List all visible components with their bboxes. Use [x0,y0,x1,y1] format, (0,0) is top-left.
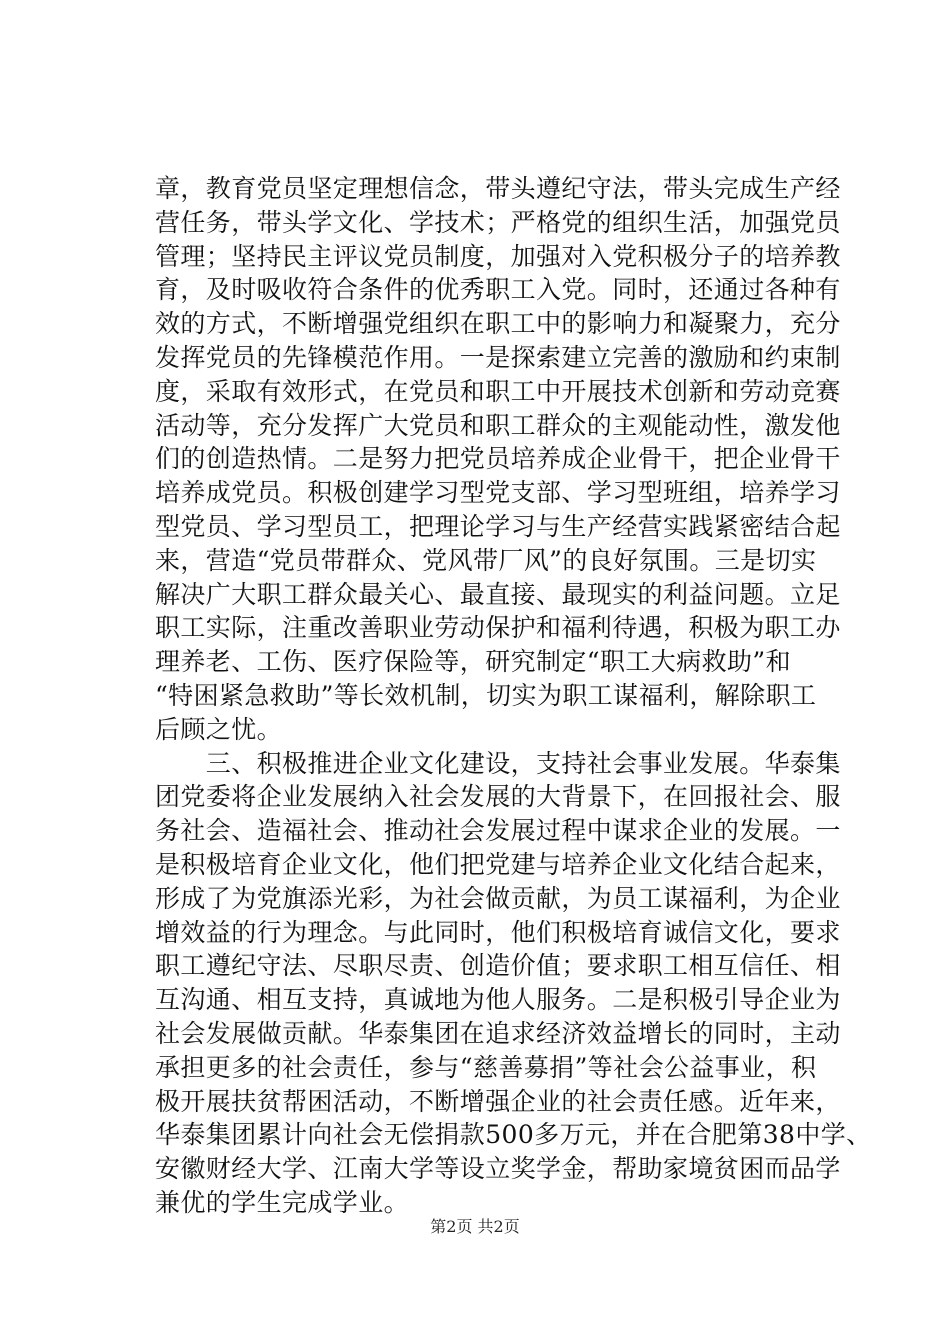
text-line: 营任务，带头学文化、学技术；严格党的组织生活，加强党员 [155,207,841,237]
text-line: 解决广大职工群众最关心、最直接、最现实的利益问题。立足 [155,579,841,609]
text-line: 兼优的学生完成学业。 [155,1187,410,1217]
text-line: 来，营造“党员带群众、党风带厂风”的良好氛围。三是切实 [155,545,817,575]
text-line: 增效益的行为理念。与此同时，他们积极培育诚信文化，要求 [155,917,841,947]
text-line: 承担更多的社会责任，参与“慈善募捐”等社会公益事业，积 [155,1052,817,1082]
text-line: 职工实际，注重改善职业劳动保护和福利待遇，积极为职工办 [155,613,841,643]
text-line: “特困紧急救助”等长效机制，切实为职工谋福利，解除职工 [155,680,817,710]
text-line: 安徽财经大学、江南大学等设立奖学金，帮助家境贫困而品学 [155,1154,841,1184]
text-line: 章，教育党员坚定理想信念，带头遵纪守法，带头完成生产经 [155,174,841,203]
text-line: 极开展扶贫帮困活动，不断增强企业的社会责任感。近年来， [155,1086,841,1116]
text-line: 团党委将企业发展纳入社会发展的大背景下，在回报社会、服 [155,782,841,812]
text-line: 管理；坚持民主评议党员制度，加强对入党积极分子的培养教 [155,241,841,271]
text-line: 型党员、学习型员工，把理论学习与生产经营实践紧密结合起 [155,511,841,541]
text-line: 培养成党员。积极创建学习型党支部、学习型班组，培养学习 [155,478,841,508]
text-line: 形成了为党旗添光彩，为社会做贡献，为员工谋福利，为企业 [155,883,841,913]
text-line: 互沟通、相互支持，真诚地为他人服务。二是积极引导企业为 [155,985,841,1015]
text-line: 务社会、造福社会、推动社会发展过程中谋求企业的发展。一 [155,816,841,846]
text-line: 活动等，充分发挥广大党员和职工群众的主观能动性，激发他 [155,410,841,440]
page-number-footer: 第2页 共2页 [430,1217,520,1236]
text-line: 职工遵纪守法、尽职尽责、创造价值；要求职工相互信任、相 [155,951,841,981]
text-line: 育，及时吸收符合条件的优秀职工入党。同时，还通过各种有 [155,275,841,305]
paragraph-start-line: 三、积极推进企业文化建设，支持社会事业发展。华泰集 [155,748,841,778]
text-line: 度，采取有效形式，在党员和职工中开展技术创新和劳动竞赛 [155,376,841,406]
text-line: 效的方式，不断增强党组织在职工中的影响力和凝聚力，充分 [155,309,841,339]
text-line: 社会发展做贡献。华泰集团在追求经济效益增长的同时，主动 [155,1018,841,1048]
text-line: 是积极培育企业文化，他们把党建与培养企业文化结合起来， [155,849,841,879]
text-line: 理养老、工伤、医疗保险等，研究制定“职工大病救助”和 [155,647,791,677]
text-line: 华泰集团累计向社会无偿捐款500多万元，并在合肥第38中学、 [155,1120,872,1150]
text-line: 后顾之忧。 [155,714,283,744]
body-text [155,172,872,1220]
text-line: 发挥党员的先锋模范作用。一是探索建立完善的激励和约束制 [155,342,841,372]
text-line: 们的创造热情。二是努力把党员培养成企业骨干，把企业骨干 [155,444,841,474]
